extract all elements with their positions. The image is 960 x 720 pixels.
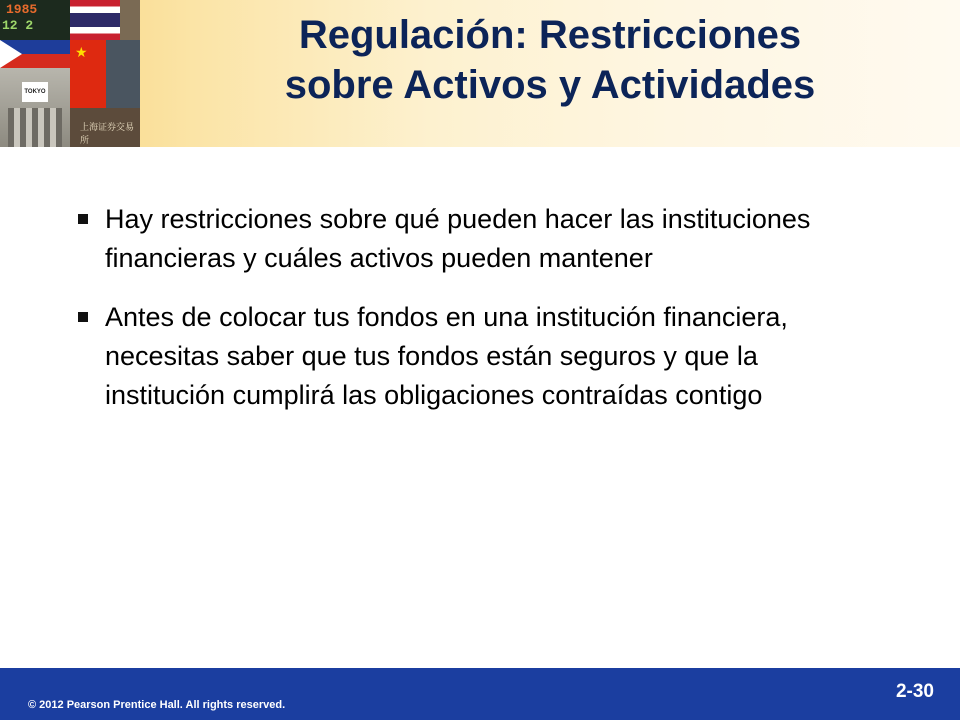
title-line-2: sobre Activos y Actividades <box>284 63 816 107</box>
board-digits: 1985 <box>6 2 38 17</box>
flag-china-image <box>70 40 106 108</box>
slide-header <box>0 0 960 147</box>
flag-thailand-image <box>70 0 120 40</box>
board-digits: 12 2 <box>2 18 34 33</box>
tokyo-sign: TOKYO <box>22 82 48 102</box>
header-photo-collage <box>0 0 140 147</box>
building-columns <box>8 108 62 147</box>
bullet-item <box>72 298 872 415</box>
bullet-text: Antes de colocar tus fondos en una institución financiera, necesitas saber que tus fondos están seguros y que la institución cumplirá las obligaciones contraídas contigo <box>105 302 788 410</box>
title-line-1: Regulación: Restricciones <box>298 13 802 57</box>
copyright-text: © 2012 Pearson Prentice Hall. All rights reserved. <box>28 699 286 711</box>
bullet-item <box>72 200 872 278</box>
slide-title <box>150 10 950 110</box>
shanghai-sign-text: 上海证券交易所 <box>80 122 135 145</box>
stock-board-image <box>0 0 70 40</box>
footer-bar <box>0 668 960 720</box>
tokyo-exchange-image <box>0 68 70 147</box>
bullet-list <box>72 200 872 435</box>
building-image <box>106 40 140 108</box>
shanghai-exchange-sign-image <box>70 108 140 147</box>
square-bullet-icon <box>78 214 88 224</box>
square-bullet-icon <box>78 312 88 322</box>
flag-philippines-image <box>0 40 70 68</box>
slide-number: 2-30 <box>895 681 934 702</box>
bullet-text: Hay restricciones sobre qué pueden hacer las instituciones financieras y cuáles activos pueden mantener <box>105 204 811 273</box>
star-icon: ★ <box>75 44 88 60</box>
